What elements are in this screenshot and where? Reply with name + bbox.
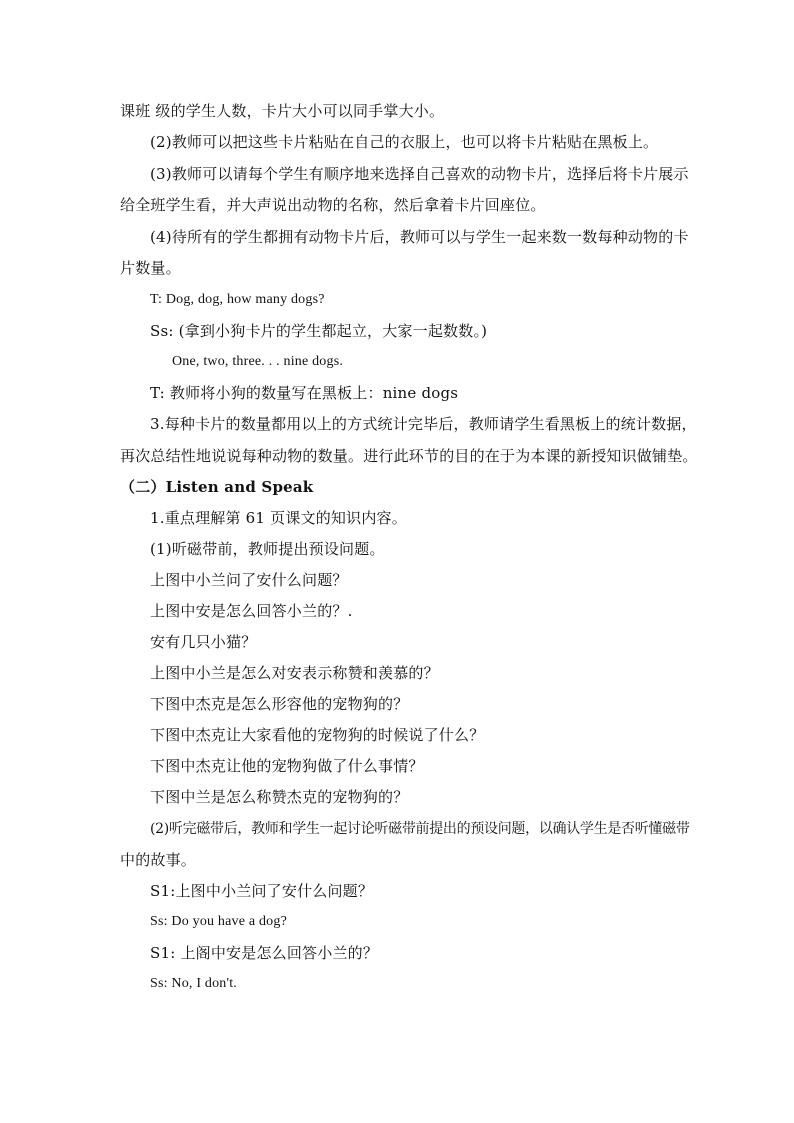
text-line-2: (2)教师可以把这些卡片粘贴在自己的衣服上，也可以将卡片粘贴在黑板上。 [150,133,659,151]
question-7: 下图中杰克让他的宠物狗做了什么事情？ [150,757,424,775]
dialogue-s1-question-1: S1:上图中小兰问了安什么问题？ [150,882,374,900]
dialogue-s1-question-2: S1: 上阁中安是怎么回答小兰的？ [150,944,379,962]
text-line-11: 3.每种卡片的数量都用以上的方式统计完毕后，教师请学生看黑板上的统计数据， [150,415,697,433]
text-line-6: 片数量。 [120,259,181,277]
text-line-3: (3)教师可以请每个学生有顺序地来选择自己喜欢的动物卡片，选择后将卡片展示 [150,165,689,183]
text-line-1: 课班 级的学生人数，卡片大小可以同手掌大小。 [120,102,445,120]
text-line-24: (2)听完磁带后，教师和学生一起讨论听磁带前提出的预设问题，以确认学生是否听懂磁带 [150,821,690,837]
dialogue-students-count: Ss: (拿到小狗卡片的学生都起立，大家一起数数。) [150,322,488,340]
text-line-14: 1.重点理解第 61 页课文的知识内容。 [150,509,407,527]
question-6: 下图中杰克让大家看他的宠物狗的时候说了什么？ [150,726,485,744]
text-line-15: (1)听磁带前，教师提出预设问题。 [150,540,385,558]
question-1: 上图中小兰问了安什么问题？ [150,571,348,589]
question-3: 安有几只小猫？ [150,633,257,651]
question-4: 上图中小兰是怎么对安表示称赞和羡慕的？ [150,664,439,682]
text-line-4: 给全班学生看，并大声说出动物的名称，然后拿着卡片回座位。 [120,196,546,214]
dialogue-counting: One, two, three. . . nine dogs. [172,354,344,369]
question-5: 下图中杰克是怎么形容他的宠物狗的？ [150,695,409,713]
text-line-5: (4)待所有的学生都拥有动物卡片后，教师可以与学生一起来数一数每种动物的卡 [150,228,689,246]
question-2: 上图中安是怎么回答小兰的？. [150,602,353,620]
text-line-12: 再次总结性地说说每种动物的数量。进行此环节的目的在于为本课的新授知识做铺垫。 [120,447,698,465]
text-line-25: 中的故事。 [120,851,197,869]
dialogue-ss-answer-1: Ss: Do you have a dog? [150,914,287,929]
dialogue-teacher-dog: T: Dog, dog, how many dogs? [150,292,325,307]
dialogue-ss-answer-2: Ss: No, I don't. [150,976,238,991]
question-8: 下图中兰是怎么称赞杰克的宠物狗的？ [150,788,409,806]
section-heading-listen-speak: （二）Listen and Speak [120,478,314,496]
dialogue-teacher-write: T: 教师将小狗的数量写在黑板上：nine dogs [150,384,459,402]
